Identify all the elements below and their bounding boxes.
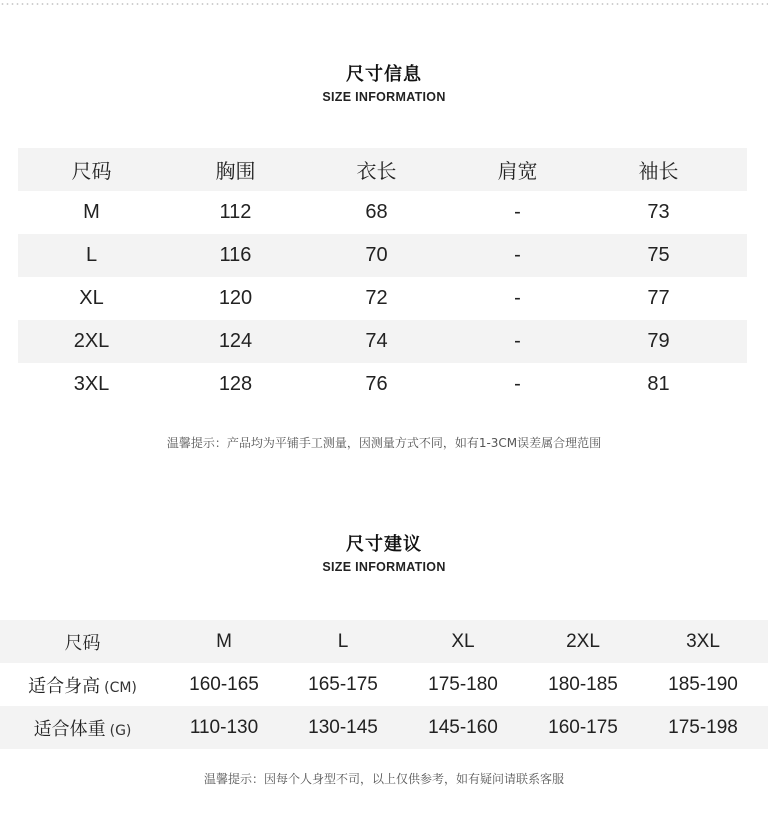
- height-unit: (CM): [104, 679, 137, 696]
- cell-length: 68: [365, 201, 388, 223]
- cell-shoulder: -: [514, 244, 521, 266]
- cell-chest: 112: [219, 201, 252, 223]
- cell-size: XL: [79, 287, 104, 309]
- cell-value: 145-160: [428, 716, 498, 738]
- size-info-table: [18, 148, 747, 406]
- header-chest: 胸围: [215, 159, 256, 183]
- table-row: [18, 191, 747, 234]
- cell-size: L: [85, 244, 98, 266]
- cell-sleeve: 79: [647, 330, 670, 352]
- size-info-header-row: [18, 148, 747, 191]
- table-row: [18, 234, 747, 277]
- cell-length: 72: [365, 287, 388, 309]
- size-info-subtitle: SIZE INFORMATION: [322, 90, 446, 104]
- cell-shoulder: -: [514, 287, 521, 309]
- size-rec-header-row: [0, 620, 768, 663]
- table-row: [18, 277, 747, 320]
- cell-value: 160-165: [189, 673, 259, 695]
- cell-value: 110-130: [189, 716, 259, 738]
- size-rec-note: 温馨提示：因每个人身型不司，以上仅供参考，如有疑问请联系客服: [203, 772, 564, 786]
- cell-shoulder: -: [514, 201, 521, 223]
- header-size-m: M: [216, 630, 232, 652]
- cell-size: 2XL: [73, 330, 110, 352]
- cell-size: M: [83, 201, 100, 223]
- size-rec-table: [0, 620, 768, 749]
- cell-chest: 128: [218, 373, 253, 395]
- cell-value: 180-185: [548, 673, 618, 695]
- header-length: 衣长: [356, 159, 397, 183]
- header-size-l: L: [337, 630, 349, 652]
- row-label-height: [0, 672, 165, 698]
- cell-chest: 124: [218, 330, 253, 352]
- cell-value: 130-145: [308, 716, 378, 738]
- cell-size: 3XL: [73, 373, 110, 395]
- top-dotted-divider: [0, 3, 768, 5]
- header-size: 尺码: [64, 632, 101, 654]
- cell-sleeve: 81: [647, 373, 670, 395]
- cell-shoulder: -: [514, 373, 521, 395]
- table-row: [18, 320, 747, 363]
- cell-value: 165-175: [308, 673, 378, 695]
- weight-label: 适合体重: [33, 718, 106, 740]
- height-label: 适合身高: [28, 675, 101, 697]
- cell-value: 185-190: [668, 673, 738, 695]
- cell-sleeve: 77: [647, 287, 670, 309]
- cell-value: 160-175: [548, 716, 618, 738]
- table-row: [18, 363, 747, 406]
- cell-length: 76: [365, 373, 388, 395]
- size-rec-title: 尺寸建议: [346, 534, 422, 555]
- cell-value: 175-180: [428, 673, 498, 695]
- weight-unit: (G): [109, 722, 132, 739]
- table-row-weight: [0, 706, 768, 749]
- size-rec-subtitle: SIZE INFORMATION: [322, 560, 446, 574]
- cell-length: 70: [365, 244, 388, 266]
- size-info-note: 温馨提示：产品均为平铺手工测量，因测量方式不同，如有1-3CM误差属合理范围: [166, 436, 602, 450]
- header-size-2xl: 2XL: [566, 630, 600, 652]
- cell-chest: 116: [219, 244, 252, 266]
- size-info-title: 尺寸信息: [346, 64, 422, 85]
- cell-chest: 120: [218, 287, 253, 309]
- cell-length: 74: [365, 330, 388, 352]
- header-sleeve: 袖长: [638, 159, 679, 183]
- cell-value: 175-198: [668, 716, 738, 738]
- header-size-3xl: 3XL: [686, 630, 720, 652]
- cell-shoulder: -: [514, 330, 521, 352]
- table-row-height: [0, 663, 768, 706]
- cell-sleeve: 73: [647, 201, 670, 223]
- header-size-xl: XL: [451, 630, 475, 652]
- header-shoulder: 肩宽: [497, 159, 538, 183]
- row-label-weight: [0, 715, 165, 741]
- cell-sleeve: 75: [647, 244, 670, 266]
- header-size: 尺码: [71, 159, 112, 183]
